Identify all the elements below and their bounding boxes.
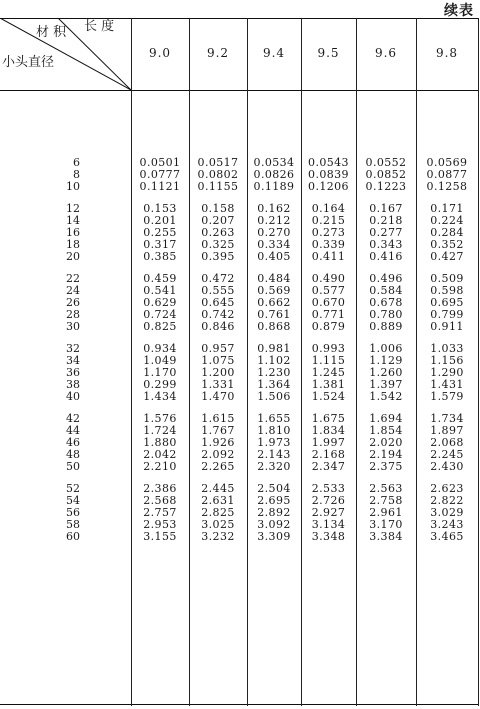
- volume-cell: 1.897: [430, 423, 464, 437]
- volume-cell: 1.260: [369, 366, 403, 379]
- volume-cell: 2.347: [311, 460, 346, 474]
- volume-cell: 1.245: [311, 366, 346, 379]
- volume-cell: 2.265: [201, 460, 235, 474]
- volume-cell: 1.470: [201, 390, 235, 404]
- volume-cell: 1.170: [143, 366, 177, 379]
- volume-cell: 0.207: [201, 213, 235, 227]
- volume-cell: 3.170: [369, 518, 403, 532]
- diameter-cell: 36: [66, 366, 80, 379]
- volume-cell: 2.726: [311, 493, 346, 507]
- volume-cell: 0.215: [311, 213, 346, 227]
- volume-cell: 2.143: [257, 448, 291, 462]
- volume-cell: 0.164: [311, 201, 346, 215]
- volume-cell: 1.200: [201, 366, 235, 379]
- volume-cell: 0.385: [143, 250, 177, 264]
- volume-cell: 2.825: [201, 506, 235, 519]
- diameter-cell: 46: [66, 436, 80, 449]
- volume-cell: 0.273: [311, 226, 346, 239]
- volume-cell: 0.846: [201, 320, 235, 334]
- volume-cell: 2.758: [369, 493, 403, 507]
- volume-cell: 1.075: [201, 353, 235, 367]
- diameter-cell: 34: [66, 353, 80, 367]
- volume-cell: 1.102: [257, 353, 291, 367]
- volume-cell: 1.675: [311, 411, 346, 425]
- volume-cell: 0.334: [257, 238, 291, 252]
- volume-cell: 0.171: [430, 201, 464, 215]
- volume-cell: 2.953: [143, 518, 177, 532]
- volume-cell: 0.416: [369, 250, 403, 264]
- volume-cell: 2.961: [369, 506, 403, 519]
- volume-cell: 3.155: [143, 530, 177, 544]
- diameter-cell: 22: [66, 271, 80, 285]
- volume-cell: 1.524: [311, 390, 346, 404]
- volume-cell: 2.533: [311, 481, 346, 495]
- diameter-cell: 10: [66, 180, 80, 194]
- volume-cell: 1.434: [143, 390, 177, 404]
- diameter-cell: 38: [66, 378, 80, 392]
- volume-cell: 2.320: [257, 460, 291, 474]
- volume-cell: 0.218: [369, 213, 403, 227]
- volume-cell: 3.243: [430, 518, 464, 532]
- volume-cell: 0.339: [311, 238, 346, 252]
- volume-cell: 0.957: [201, 341, 235, 355]
- volume-cell: 3.309: [257, 530, 291, 544]
- volume-cell: 2.927: [311, 506, 346, 519]
- diameter-cell: 24: [66, 283, 80, 297]
- column-header: 9.6: [374, 46, 398, 60]
- volume-cell: 2.623: [430, 481, 464, 495]
- volume-cell: 1.129: [369, 353, 403, 367]
- volume-cell: 0.799: [430, 308, 464, 322]
- volume-cell: 1.694: [369, 411, 403, 425]
- volume-cell: 2.386: [143, 481, 177, 495]
- diameter-cell: 52: [66, 481, 80, 495]
- diameter-cell: 50: [66, 460, 80, 474]
- volume-cell: 3.029: [430, 506, 464, 519]
- volume-cell: 0.584: [369, 283, 403, 297]
- volume-cell: 1.734: [430, 411, 464, 425]
- volume-cell: 1.364: [257, 378, 291, 392]
- diameter-cell: 20: [66, 250, 80, 264]
- volume-cell: 1.115: [311, 353, 346, 367]
- diameter-cell: 26: [66, 296, 80, 309]
- volume-cell: 0.459: [143, 271, 177, 285]
- volume-cell: 0.0802: [197, 168, 239, 182]
- diameter-label: 小头直径: [2, 55, 55, 70]
- volume-cell: 0.167: [369, 201, 403, 215]
- volume-cell: 0.405: [257, 250, 291, 264]
- volume-cell: 0.993: [311, 341, 346, 355]
- volume-cell: 0.1121: [139, 180, 181, 194]
- volume-cell: 0.490: [311, 271, 346, 285]
- volume-cell: 0.1155: [197, 180, 239, 194]
- column-header: 9.5: [317, 46, 340, 60]
- diameter-cell: 14: [66, 213, 80, 227]
- volume-cell: 0.343: [369, 238, 403, 252]
- volume-cell: 2.631: [201, 493, 235, 507]
- volume-cell: 0.0552: [365, 156, 407, 169]
- volume-cell: 0.598: [430, 283, 464, 297]
- volume-cell: 2.042: [143, 448, 177, 462]
- diameter-cell: 56: [66, 506, 80, 519]
- volume-cell: 0.662: [257, 296, 291, 309]
- diameter-cell: 44: [66, 423, 80, 437]
- volume-cell: 0.472: [201, 271, 235, 285]
- volume-cell: 3.025: [201, 518, 235, 532]
- volume-cell: 1.767: [201, 423, 235, 437]
- diameter-cell: 54: [66, 493, 80, 507]
- volume-cell: 0.352: [430, 238, 464, 252]
- volume-cell: 1.006: [369, 341, 403, 355]
- volume-cell: 0.695: [430, 296, 464, 309]
- volume-cell: 3.134: [311, 518, 346, 532]
- volume-cell: 1.834: [311, 423, 346, 437]
- volume-cell: 0.0852: [365, 168, 407, 182]
- volume-cell: 0.0839: [308, 168, 349, 182]
- continued-label: 续表: [444, 3, 474, 19]
- table-bottom-border: [0, 704, 478, 705]
- volume-cell: 2.445: [201, 481, 235, 495]
- volume-cell: 1.230: [257, 366, 291, 379]
- volume-cell: 1.854: [369, 423, 403, 437]
- volume-cell: 0.284: [430, 226, 464, 239]
- volume-cell: 0.1223: [365, 180, 407, 194]
- volume-cell: 0.325: [201, 238, 235, 252]
- diameter-cell: 40: [66, 390, 80, 404]
- volume-cell: 0.780: [369, 308, 403, 322]
- volume-cell: 2.563: [369, 481, 403, 495]
- volume-cell: 1.290: [430, 366, 464, 379]
- volume-cell: 0.0517: [197, 156, 239, 169]
- volume-cell: 0.1206: [308, 180, 349, 194]
- volume-cell: 0.569: [257, 283, 291, 297]
- volume-cell: 0.0877: [426, 168, 468, 182]
- volume-cell: 1.431: [430, 378, 464, 392]
- volume-cell: 1.381: [311, 378, 346, 392]
- volume-cell: 1.655: [257, 411, 291, 425]
- volume-cell: 0.0534: [253, 156, 295, 169]
- volume-cell: 2.245: [430, 448, 464, 462]
- column-divider: [478, 18, 479, 706]
- volume-cell: 0.879: [311, 320, 346, 334]
- volume-cell: 1.033: [430, 341, 464, 355]
- volume-cell: 0.678: [369, 296, 403, 309]
- volume-cell: 1.331: [201, 378, 235, 392]
- column-header: 9.2: [206, 46, 230, 60]
- volume-cell: 2.210: [143, 460, 177, 474]
- volume-cell: 0.212: [257, 213, 291, 227]
- volume-cell: 0.645: [201, 296, 235, 309]
- volume-cell: 2.375: [369, 460, 403, 474]
- volume-cell: 0.153: [143, 201, 177, 215]
- volume-cell: 0.162: [257, 201, 291, 215]
- diameter-cell: 16: [66, 226, 80, 239]
- volume-cell: 2.194: [369, 448, 403, 462]
- volume-cell: 1.973: [257, 436, 291, 449]
- diameter-cell: 48: [66, 448, 80, 462]
- column-header: 9.4: [262, 46, 286, 60]
- volume-cell: 0.496: [369, 271, 403, 285]
- volume-cell: 2.020: [369, 436, 403, 449]
- volume-cell: 0.577: [311, 283, 346, 297]
- volume-cell: 0.0569: [426, 156, 468, 169]
- volume-cell: 0.0501: [139, 156, 181, 169]
- diameter-cell: 42: [66, 411, 80, 425]
- volume-cell: 3.465: [430, 530, 464, 544]
- volume-cell: 1.542: [369, 390, 403, 404]
- volume-cell: 1.997: [311, 436, 346, 449]
- volume-cell: 1.926: [201, 436, 235, 449]
- volume-cell: 0.224: [430, 213, 464, 227]
- volume-cell: 0.255: [143, 226, 177, 239]
- volume-cell: 0.395: [201, 250, 235, 264]
- volume-cell: 0.629: [143, 296, 177, 309]
- volume-cell: 2.068: [430, 436, 464, 449]
- diameter-cell: 58: [66, 518, 80, 532]
- volume-cell: 0.1189: [253, 180, 295, 194]
- volume-cell: 0.761: [257, 308, 291, 322]
- volume-cell: 0.270: [257, 226, 291, 239]
- volume-table: [0, 18, 478, 706]
- volume-cell: 1.880: [143, 436, 177, 449]
- volume-cell: 0.825: [143, 320, 177, 334]
- volume-cell: 0.670: [311, 296, 346, 309]
- volume-cell: 0.742: [201, 308, 235, 322]
- volume-cell: 0.889: [369, 320, 403, 334]
- volume-cell: 0.934: [143, 341, 177, 355]
- volume-cell: 2.695: [257, 493, 291, 507]
- volume-cell: 3.384: [369, 530, 403, 544]
- volume-cell: 2.892: [257, 506, 291, 519]
- volume-cell: 2.822: [430, 493, 464, 507]
- volume-cell: 1.049: [143, 353, 177, 367]
- volume-cell: 0.299: [143, 378, 177, 392]
- volume-cell: 1.579: [430, 390, 464, 404]
- volume-cell: 0.317: [143, 238, 177, 252]
- diameter-cell: 30: [66, 320, 80, 334]
- volume-cell: 2.504: [257, 481, 291, 495]
- volume-cell: 0.541: [143, 283, 177, 297]
- volume-cell: 1.576: [143, 411, 177, 425]
- volume-cell: 0.509: [430, 271, 464, 285]
- volume-cell: 2.430: [430, 460, 464, 474]
- volume-cell: 1.156: [430, 353, 464, 367]
- volume-cell: 2.092: [201, 448, 235, 462]
- diameter-cell: 32: [66, 341, 80, 355]
- volume-cell: 3.092: [257, 518, 291, 532]
- volume-cell: 0.724: [143, 308, 177, 322]
- volume-cell: 0.0826: [253, 168, 295, 182]
- column-header: 9.0: [148, 46, 172, 60]
- volume-cell: 3.348: [311, 530, 346, 544]
- column-header: 9.8: [435, 46, 459, 60]
- diameter-cell: 6: [73, 156, 80, 169]
- volume-cell: 0.158: [201, 201, 235, 215]
- diameter-cell: 28: [66, 308, 80, 322]
- volume-cell: 0.868: [257, 320, 291, 334]
- volume-cell: 2.757: [143, 506, 177, 519]
- volume-cell: 2.568: [143, 493, 177, 507]
- volume-cell: 1.724: [143, 423, 177, 437]
- diameter-cell: 8: [73, 168, 80, 182]
- volume-cell: 0.1258: [426, 180, 468, 194]
- volume-cell: 0.911: [430, 320, 464, 334]
- diameter-cell: 18: [66, 238, 80, 252]
- volume-cell: 3.232: [201, 530, 235, 544]
- volume-cell: 0.263: [201, 226, 235, 239]
- volume-cell: 0.555: [201, 283, 235, 297]
- diameter-cell: 60: [66, 530, 80, 544]
- volume-cell: 1.615: [201, 411, 235, 425]
- volume-cell: 0.277: [369, 226, 403, 239]
- volume-label: 材 积: [36, 25, 67, 40]
- volume-cell: 2.168: [311, 448, 346, 462]
- volume-cell: 0.201: [143, 213, 177, 227]
- volume-cell: 1.397: [369, 378, 403, 392]
- diameter-cell: 12: [66, 201, 80, 215]
- volume-cell: 0.427: [430, 250, 464, 264]
- length-label: 长 度: [84, 19, 115, 34]
- volume-cell: 0.411: [311, 250, 346, 264]
- volume-cell: 1.506: [257, 390, 291, 404]
- volume-cell: 0.0543: [308, 156, 349, 169]
- volume-cell: 0.981: [257, 341, 291, 355]
- volume-cell: 0.0777: [139, 168, 181, 182]
- volume-cell: 0.484: [257, 271, 291, 285]
- volume-cell: 0.771: [311, 308, 346, 322]
- volume-cell: 1.810: [257, 423, 291, 437]
